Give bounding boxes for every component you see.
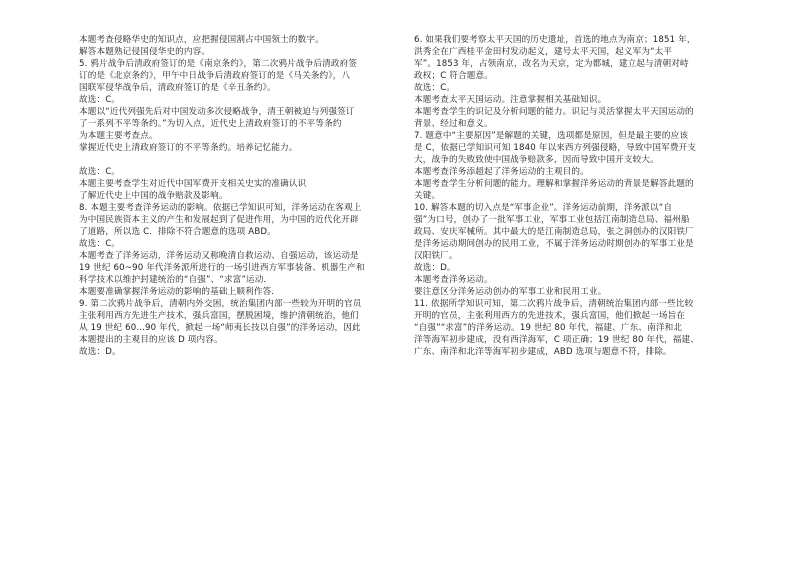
text-line: 是 C，依据已学知识可知 1840 年以来西方列强侵略，导致中国军费开支 bbox=[414, 143, 697, 153]
text-line: 洋等海军初步建成，没有西洋海军，C 项正确；19 世纪 80 年代，福建、 bbox=[414, 335, 699, 345]
text-line: 了一系列不平等条约。”为切入点，近代史上清政府签订的不平等条约 bbox=[79, 119, 342, 129]
text-line: 本题考查学生分析问题的能力。理解和掌握洋务运动的背景是解答此题的 bbox=[414, 179, 694, 189]
left-column bbox=[79, 34, 409, 358]
text-line: 11. 依据所学知识可知，第二次鸦片战争后，清朝统治集团内部一些比较 bbox=[414, 299, 694, 309]
text-line: 解答本题熟记侵国侵华史的内容。 bbox=[79, 47, 211, 57]
text-line: 本题考查太平天国运动。注意掌握相关基础知识。 bbox=[414, 95, 607, 105]
text-line: 广东、南洋和北洋等海军初步建成，ABD 选项与题意不符，排除。 bbox=[414, 347, 672, 357]
text-line: 汉阳铁厂。 bbox=[414, 251, 458, 261]
text-line: 国联军侵华战争后，清政府签订的是《辛丑条约》。 bbox=[79, 83, 276, 93]
text-line: 本题要准确掌握洋务运动的影响的基础上顺利作答． bbox=[79, 287, 281, 297]
text-line: 故选：C。 bbox=[79, 95, 121, 105]
right-column bbox=[414, 34, 744, 358]
text-line: 强”为口号，创办了一批军事工业，军事工业包括江南制造总局、福州船 bbox=[414, 215, 690, 225]
text-line: 政权；C 符合题意。 bbox=[414, 71, 493, 81]
text-line: 6. 如果我们要考察太平天国的历史遗址，首选的地点为南京；1851 年， bbox=[414, 35, 696, 45]
text-line: 政局、安庆军械所。其中最大的是江南制造总局，张之洞创办的汉阳铁厂 bbox=[414, 227, 694, 237]
text-line: 洪秀全在广西桂平金田村发动起义，建号太平天国，起义军为“太平 bbox=[414, 47, 673, 57]
text-line: 8. 本题主要考查洋务运动的影响。依据已学知识可知，洋务运动在客观上 bbox=[79, 203, 362, 213]
text-line: 本题考查洋务运动。 bbox=[414, 275, 493, 285]
text-line: “自强”“求富”的洋务运动。19 世纪 80 年代，福建、广东、南洋和北 bbox=[414, 323, 683, 333]
text-line: 是洋务运动期间创办的民用工业，不属于洋务运动时期创办的军事工业是 bbox=[414, 239, 694, 249]
text-line: 从 19 世纪 60...90 年代，掀起一场“师夷长技以自强”的洋务运动，因此 bbox=[79, 323, 361, 333]
text-line: 科学技术以维护封建统治的“自强”、“求富”运动． bbox=[79, 275, 273, 285]
text-line: 本题主要考查学生对近代中国军费开支相关史实的准确认识 bbox=[79, 179, 307, 189]
text-line: 9. 第二次鸦片战争后，清朝内外交困，统治集团内部一些较为开明的官员 bbox=[79, 299, 362, 309]
text-line: 大，战争的失败致使中国战争赔款多，因而导致中国开支较大。 bbox=[414, 155, 659, 165]
text-line: 本题考查了洋务运动，洋务运动又称晚清自救运动、自强运动，该运动是 bbox=[79, 251, 359, 261]
text-line: 本题考查学生的识记及分析问题的能力。识记与灵活掌握太平天国运动的 bbox=[414, 107, 694, 117]
text-line: 了解近代史上中国的战争赔款及影响。 bbox=[79, 191, 228, 201]
text-line: 故选：C。 bbox=[79, 239, 121, 249]
text-line: 要注意区分洋务运动创办的军事工业和民用工业。 bbox=[414, 287, 607, 297]
text-line: 了道路，所以选 C．排除不符合题意的选项 ABD。 bbox=[79, 227, 276, 237]
text-line: 掌握近代史上清政府签订的不平等条约。培养记忆能力。 bbox=[79, 143, 298, 153]
text-line: 背景、经过和意义。 bbox=[414, 119, 493, 129]
text-line: 故选：D。 bbox=[79, 347, 121, 357]
text-line: 为中国民族资本主义的产生和发展起到了促进作用，为中国的近代化开辟 bbox=[79, 215, 359, 225]
text-line: 故选：C。 bbox=[79, 167, 121, 177]
text-line: 本题考查洋务添超起了洋务运动的主观目的。 bbox=[414, 167, 589, 177]
text-line: 19 世纪 60~90 年代洋务派所进行的一场引进西方军事装备、机器生产和 bbox=[79, 263, 365, 273]
text-line: 5. 鸦片战争后清政府签订的是《南京条约》，第二次鸦片战争后清政府签 bbox=[79, 59, 358, 69]
text-line: 为本题主要考查点。 bbox=[79, 131, 158, 141]
text-line: 本题以“近代列强先后对中国发动多次侵略战争，清王朝被迫与列强签订 bbox=[79, 107, 355, 117]
text-line: 7. 题意中“主要原因”是解题的关键，选项都是原因，但是最主要的应该 bbox=[414, 131, 689, 141]
text-line: 开明的官员，主张利用西方的先进技术，强兵富国，他们掀起一场旨在 bbox=[414, 311, 686, 321]
text-line: 故选：D。 bbox=[414, 263, 456, 273]
text-line: 订的是《北京条约》，甲午中日战争后清政府签订的是《马关条约》，八 bbox=[79, 71, 351, 81]
text-line: 10. 解答本题的切入点是“军事企业”。洋务运动前期，洋务派以“自 bbox=[414, 203, 673, 213]
text-line bbox=[79, 154, 409, 166]
text-line: 关键。 bbox=[414, 191, 441, 201]
text-line: 主张利用西方先进生产技术，强兵富国，摆脱困境，维护清朝统治，他们 bbox=[79, 311, 359, 321]
text-line: 军”。1853 年，占领南京，改名为天京，定为都城，建立起与清朝对峙 bbox=[414, 59, 689, 69]
text-line: 本题提出的主观目的应该 D 项内容。 bbox=[79, 335, 223, 345]
text-line: 故选：C。 bbox=[414, 83, 456, 93]
text-line: 本题考查侵略华史的知识点，应把握侵国割占中国领土的数字。 bbox=[79, 35, 324, 45]
